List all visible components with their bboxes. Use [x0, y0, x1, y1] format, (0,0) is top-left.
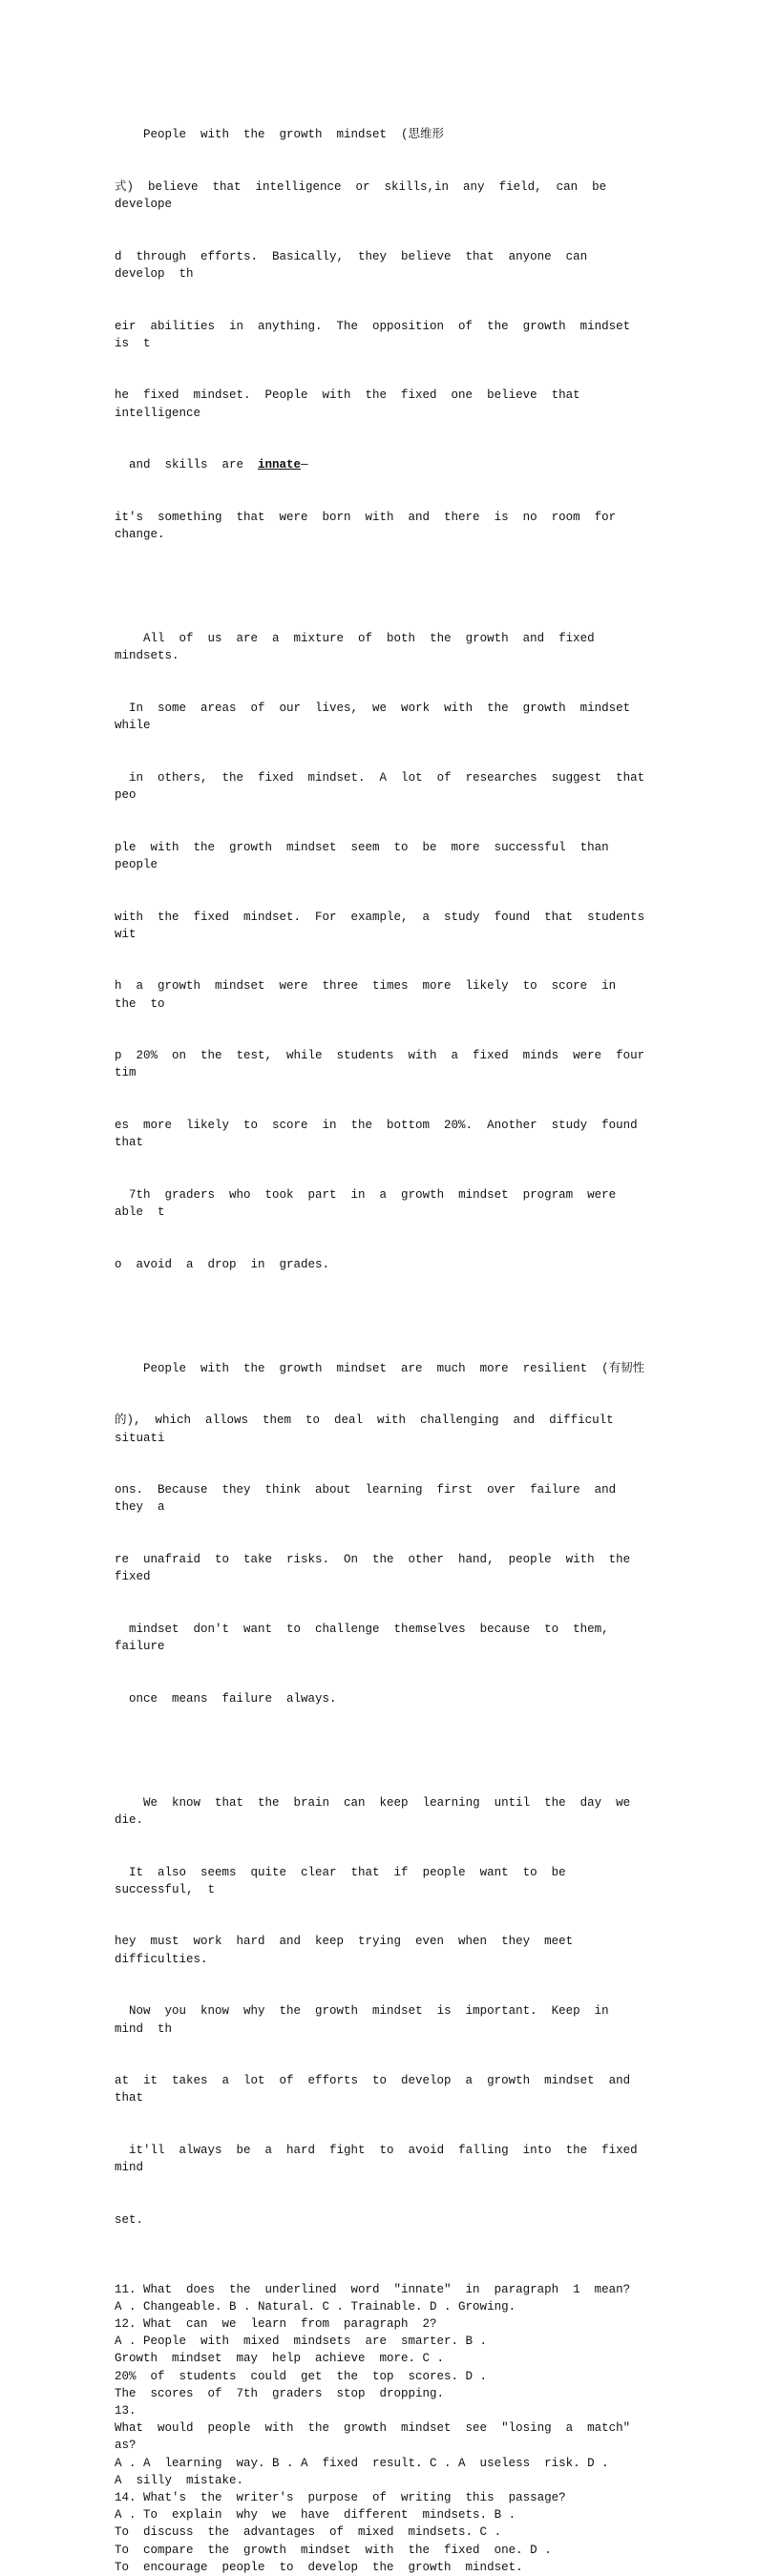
- dash-mark: —: [301, 458, 308, 472]
- text-line: 式) believe that intelligence or skills,in any field, can be develope: [115, 180, 621, 212]
- text-line: [115, 456, 645, 473]
- text-line: ons. Because they think about learning first over failure and they a: [115, 1483, 631, 1515]
- question-14-options: To encourage people to develop the growth mindset.: [115, 2560, 523, 2574]
- text-line: with the fixed mindset. For example, a study found that students wit: [115, 910, 660, 941]
- text-line: d through efforts. Basically, they believe that anyone can develop th: [115, 249, 602, 282]
- text-line: es more likely to score in the bottom 20%. Another study found that: [115, 1118, 652, 1150]
- question-13-options: A . A learning way. B . A fixed result. C . A useless risk. D .: [115, 2456, 609, 2470]
- question-14-options: To discuss the advantages of mixed mindsets. C .: [115, 2525, 502, 2540]
- paragraph-1: [115, 92, 645, 578]
- text-line: o avoid a drop in grades.: [115, 1257, 330, 1271]
- paragraph-2: [115, 596, 660, 1308]
- question-12-options: The scores of 7th graders stop dropping.: [115, 2386, 445, 2400]
- underlined-word-innate: innate: [258, 458, 302, 472]
- text-line: p 20% on the test, while students with a fixed minds were four tim: [115, 1049, 660, 1080]
- paragraph-4: [115, 1759, 652, 2263]
- question-12-options: Growth mindset may help achieve more. C .: [115, 2352, 445, 2366]
- text-line: eir abilities in anything. The opposition of the growth mindset is t: [115, 319, 645, 350]
- text-line: All of us are a mixture of both the growth and fixed mindsets.: [115, 632, 609, 663]
- text-line: People with the growth mindset (思维形: [115, 128, 445, 142]
- text-line: People with the growth mindset are much more resilient (有韧性: [115, 1361, 645, 1375]
- text-line: Now you know why the growth mindset is important. Keep in mind th: [115, 2004, 623, 2036]
- text-line: In some areas of our lives, we work with the growth mindset while: [115, 702, 645, 733]
- question-12-stem: 12. What can we learn from paragraph 2?: [115, 2316, 437, 2331]
- question-13-stem: What would people with the growth mindset see "losing a match" as?: [115, 2421, 645, 2453]
- text-line: re unafraid to take risks. On the other hand, people with the fixed: [115, 1553, 645, 1584]
- text-line: ple with the growth mindset seem to be more successful than people: [115, 840, 623, 871]
- text-line: We know that the brain can keep learning until the day we die.: [115, 1795, 645, 1828]
- text-line: h a growth mindset were three times more likely to score in the to: [115, 979, 631, 1011]
- paragraph-3: [115, 1325, 645, 1742]
- questions-section: [115, 2281, 645, 2576]
- text-line: hey must work hard and keep trying even when they meet difficulties.: [115, 1935, 588, 1966]
- text-line: at it takes a lot of efforts to develop a growth mindset and that: [115, 2074, 645, 2105]
- text-segment: and skills are: [115, 458, 259, 472]
- text-line: 的), which allows them to deal with challenging and difficult situati: [115, 1414, 628, 1445]
- text-line: It also seems quite clear that if people want to be successful, t: [115, 1865, 580, 1896]
- text-line: it's something that were born with and there is no room for change.: [115, 510, 631, 542]
- text-line: it'll always be a hard fight to avoid falling into the fixed mind: [115, 2143, 652, 2175]
- question-14-options: A . To explain why we have different mindsets. B .: [115, 2508, 516, 2523]
- question-12-options: A . People with mixed mindsets are smarter. B .: [115, 2335, 488, 2349]
- question-11-options: A . Changeable. B . Natural. C . Trainable. D . Growing.: [115, 2299, 516, 2314]
- question-13-number: 13.: [115, 2403, 137, 2418]
- question-12-options: 20% of students could get the top scores. D .: [115, 2369, 488, 2383]
- text-line: 7th graders who took part in a growth mindset program were able t: [115, 1187, 631, 1219]
- text-line: set.: [115, 2212, 144, 2227]
- question-14-stem: 14. What's the writer's purpose of writing this passage?: [115, 2490, 566, 2504]
- text-line: mindset don't want to challenge themselves because to them, failure: [115, 1622, 623, 1654]
- text-line: in others, the fixed mindset. A lot of researches suggest that peo: [115, 770, 660, 803]
- question-14-options: To compare the growth mindset with the fixed one. D .: [115, 2543, 552, 2557]
- text-line: once means failure always.: [115, 1691, 337, 1706]
- text-line: he fixed mindset. People with the fixed one believe that intelligence: [115, 388, 595, 420]
- question-13-options: A silly mistake.: [115, 2473, 244, 2487]
- question-11-stem: 11. What does the underlined word "innate" in paragraph 1 mean?: [115, 2282, 631, 2296]
- document-page: [115, 92, 660, 2576]
